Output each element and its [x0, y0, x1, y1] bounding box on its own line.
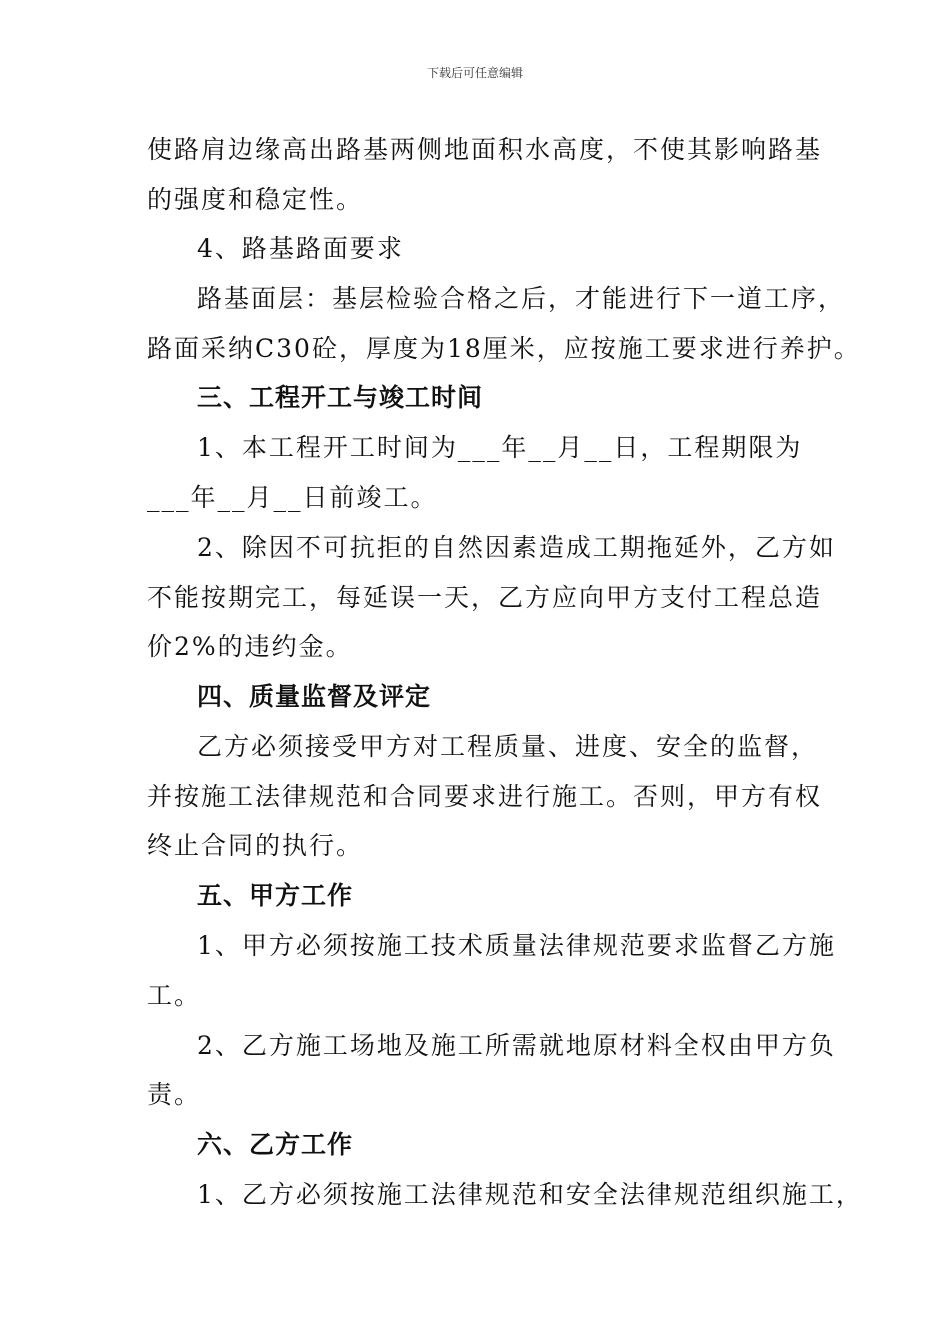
body-line: 路面采纳C30砼，厚度为18厘米，应按施工要求进行养护。: [147, 334, 861, 363]
section-heading: 四、质量监督及评定: [197, 682, 432, 711]
subheading-line: 4、路基路面要求: [197, 234, 404, 263]
body-line: 工。: [147, 981, 202, 1010]
body-line: 并按施工法律规范和合同要求进行施工。否则，甲方有权: [147, 782, 823, 811]
body-line: 终止合同的执行。: [147, 831, 364, 860]
body-line: 1、甲方必须按施工技术质量法律规范要求监督乙方施: [197, 931, 836, 960]
body-line: 2、乙方施工场地及施工所需就地原材料全权由甲方负: [197, 1031, 836, 1060]
body-line: 2、除因不可抗拒的自然因素造成工期拖延外，乙方如: [197, 533, 836, 562]
body-line: 1、本工程开工时间为___年__月__日，工程期限为: [197, 433, 803, 462]
section-heading: 五、甲方工作: [197, 881, 354, 910]
page-header: 下载后可任意编辑: [426, 66, 523, 80]
body-line: 使路肩边缘高出路基两侧地面积水高度，不使其影响路基: [147, 135, 823, 164]
body-line: ___年__月__日前竣工。: [147, 483, 438, 512]
body-line: 的强度和稳定性。: [147, 185, 364, 214]
body-line: 乙方必须接受甲方对工程质量、进度、安全的监督，: [197, 732, 819, 761]
section-heading: 六、乙方工作: [197, 1130, 354, 1159]
body-line: 价2%的违约金。: [147, 632, 353, 661]
body-line: 1、乙方必须按施工法律规范和安全法律规范组织施工，: [197, 1180, 863, 1209]
body-line: 路基面层：基层检验合格之后，才能进行下一道工序，: [197, 284, 846, 313]
body-line: 不能按期完工，每延误一天，乙方应向甲方支付工程总造: [147, 583, 823, 612]
body-line: 责。: [147, 1080, 202, 1109]
section-heading: 三、工程开工与竣工时间: [197, 383, 484, 412]
